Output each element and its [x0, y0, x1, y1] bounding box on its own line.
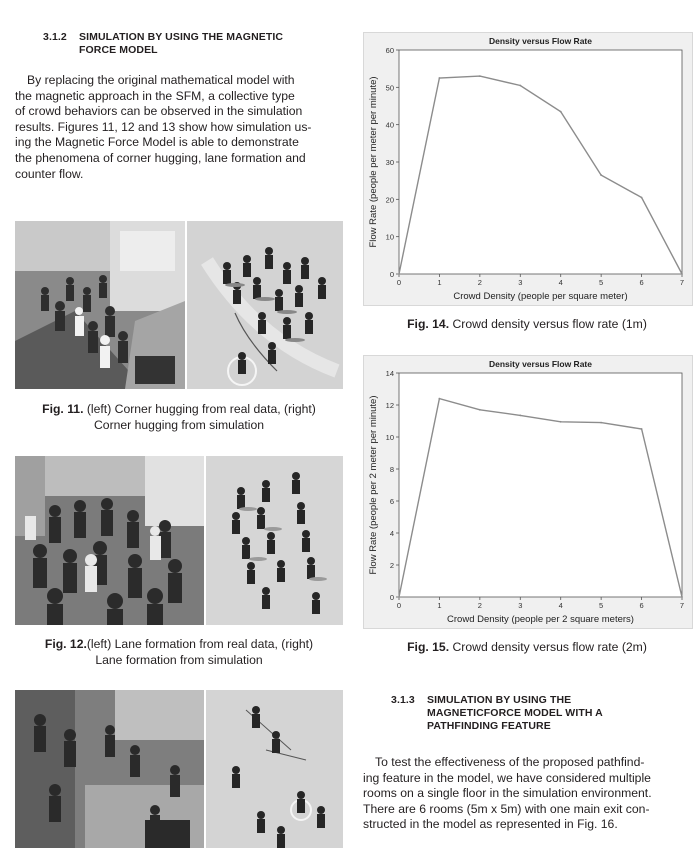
data-point	[560, 111, 562, 113]
fig12-simulation-photo	[206, 456, 343, 625]
y-tick-label: 4	[389, 529, 394, 538]
fig13-real-photo	[15, 690, 204, 848]
fig15-chart-svg	[364, 356, 692, 628]
data-point	[600, 174, 602, 176]
data-point	[681, 273, 683, 275]
x-tick-label: 1	[437, 601, 442, 610]
y-tick-label: 40	[385, 120, 394, 130]
data-point	[439, 77, 441, 79]
text-line: of crowd behaviors can be observed in the simulation	[15, 104, 303, 119]
y-axis-label: Flow Rate (people per meter per minute)	[368, 76, 379, 248]
text-line: the magnetic approach in the SFM, a collective type	[15, 88, 295, 103]
y-tick-label: 14	[385, 369, 394, 378]
y-tick-label: 0	[389, 270, 394, 279]
chart-title: Density versus Flow Rate	[489, 359, 592, 369]
text-line: There are 6 rooms (5m x 5m) with one main exit con-	[363, 801, 650, 816]
x-tick-label: 6	[639, 278, 644, 287]
data-point	[439, 398, 441, 400]
text-line: ing feature in the model, we have considered multiple	[363, 770, 651, 785]
text-line: structed in the model as represented in Fig. 16.	[363, 817, 618, 832]
x-tick-label: 2	[477, 601, 482, 610]
fig12-caption	[15, 636, 343, 668]
data-point	[479, 75, 481, 77]
right-paragraph	[363, 755, 691, 833]
text-line: the phenomena of corner hugging, lane formation and	[15, 150, 306, 165]
y-tick-label: 10	[385, 433, 394, 442]
data-point	[519, 415, 521, 417]
x-tick-label: 3	[518, 278, 523, 287]
text-line: By replacing the original mathematical model with	[27, 73, 295, 87]
text-line: results. Figures 11, 12 and 13 show how simulation us-	[15, 119, 312, 134]
fig11-simulation-photo	[187, 221, 343, 389]
fig12-label: Fig. 12.	[44, 637, 87, 651]
data-point	[560, 421, 562, 423]
section-title-line2: FORCE MODEL	[79, 44, 158, 56]
x-tick-label: 5	[599, 601, 604, 610]
y-tick-label: 20	[385, 195, 394, 205]
y-tick-label: 6	[389, 497, 394, 506]
data-point	[519, 85, 521, 87]
left-paragraph	[15, 73, 343, 182]
fig11-label: Fig. 11.	[42, 402, 84, 416]
fig12-caption-line2: Lane formation from simulation	[95, 653, 263, 667]
data-point	[398, 596, 400, 598]
section-title-line2: MAGNETICFORCE MODEL WITH A	[427, 707, 603, 719]
plot-area	[399, 373, 682, 597]
x-tick-label: 4	[558, 278, 563, 287]
x-tick-label: 7	[679, 278, 685, 287]
fig15-label: Fig. 15.	[407, 640, 450, 654]
fig11-real-photo	[15, 221, 185, 389]
fig12-caption-line1: (left) Lane formation from real data, (right)	[86, 637, 314, 651]
fig14-caption	[363, 316, 691, 332]
y-tick-label: 30	[385, 158, 394, 167]
text-line: counter flow.	[15, 166, 84, 181]
data-point	[600, 422, 602, 424]
text-line: ing the Magnetic Force Model is able to demonstrate	[15, 135, 299, 150]
section-number: 3.1.2	[43, 31, 67, 43]
text-line: To test the effectiveness of the proposed pathfind-	[375, 755, 645, 769]
y-tick-label: 2	[389, 561, 394, 570]
section-title-line3: PATHFINDING FEATURE	[427, 720, 551, 732]
fig11-caption-line1: (left) Corner hugging from real data, (right)	[86, 402, 316, 416]
section-3-1-2-heading	[43, 31, 343, 57]
fig15-caption-text: Crowd density versus flow rate (2m)	[452, 640, 647, 654]
fig11-caption-line2: Corner hugging from simulation	[93, 418, 265, 432]
fig14-chart-svg	[364, 33, 692, 305]
y-tick-label: 0	[389, 593, 394, 602]
x-tick-label: 2	[477, 278, 482, 287]
fig11-caption	[15, 401, 343, 433]
chart-title: Density versus Flow Rate	[489, 36, 592, 46]
data-point	[479, 409, 481, 411]
fig14-label: Fig. 14.	[407, 317, 450, 331]
fig15-chart	[363, 355, 693, 629]
y-axis-label: Flow Rate (people per 2 meter per minute)	[368, 395, 379, 575]
section-number: 3.1.3	[391, 694, 415, 706]
x-tick-label: 1	[437, 278, 442, 287]
plot-area	[399, 50, 682, 274]
y-tick-label: 50	[385, 83, 394, 93]
fig14-chart	[363, 32, 693, 306]
y-tick-label: 8	[389, 465, 394, 474]
fig13-simulation-photo	[206, 690, 343, 848]
section-title-line1: SIMULATION BY USING THE MAGNETIC	[79, 31, 284, 43]
y-tick-label: 12	[385, 401, 394, 410]
y-tick-label: 60	[385, 46, 394, 55]
x-axis-label: Crowd Density (people per 2 square meters)	[447, 614, 634, 625]
fig15-caption	[363, 639, 691, 655]
x-tick-label: 0	[396, 278, 402, 287]
x-tick-label: 0	[396, 601, 402, 610]
data-point	[398, 273, 400, 275]
data-point	[681, 596, 683, 598]
data-point	[641, 197, 643, 199]
section-3-1-3-heading	[391, 694, 691, 733]
section-title-line1: SIMULATION BY USING THE	[427, 694, 572, 706]
y-tick-label: 10	[385, 232, 394, 242]
text-line: rooms on a single floor in the simulation environment.	[363, 786, 652, 801]
x-tick-label: 3	[518, 601, 523, 610]
data-point	[641, 428, 643, 430]
x-tick-label: 4	[558, 601, 563, 610]
x-tick-label: 5	[599, 278, 604, 287]
x-tick-label: 7	[679, 601, 685, 610]
fig12-real-photo	[15, 456, 204, 625]
x-axis-label: Crowd Density (people per square meter)	[453, 291, 628, 302]
fig14-caption-text: Crowd density versus flow rate (1m)	[452, 317, 647, 331]
x-tick-label: 6	[639, 601, 644, 610]
